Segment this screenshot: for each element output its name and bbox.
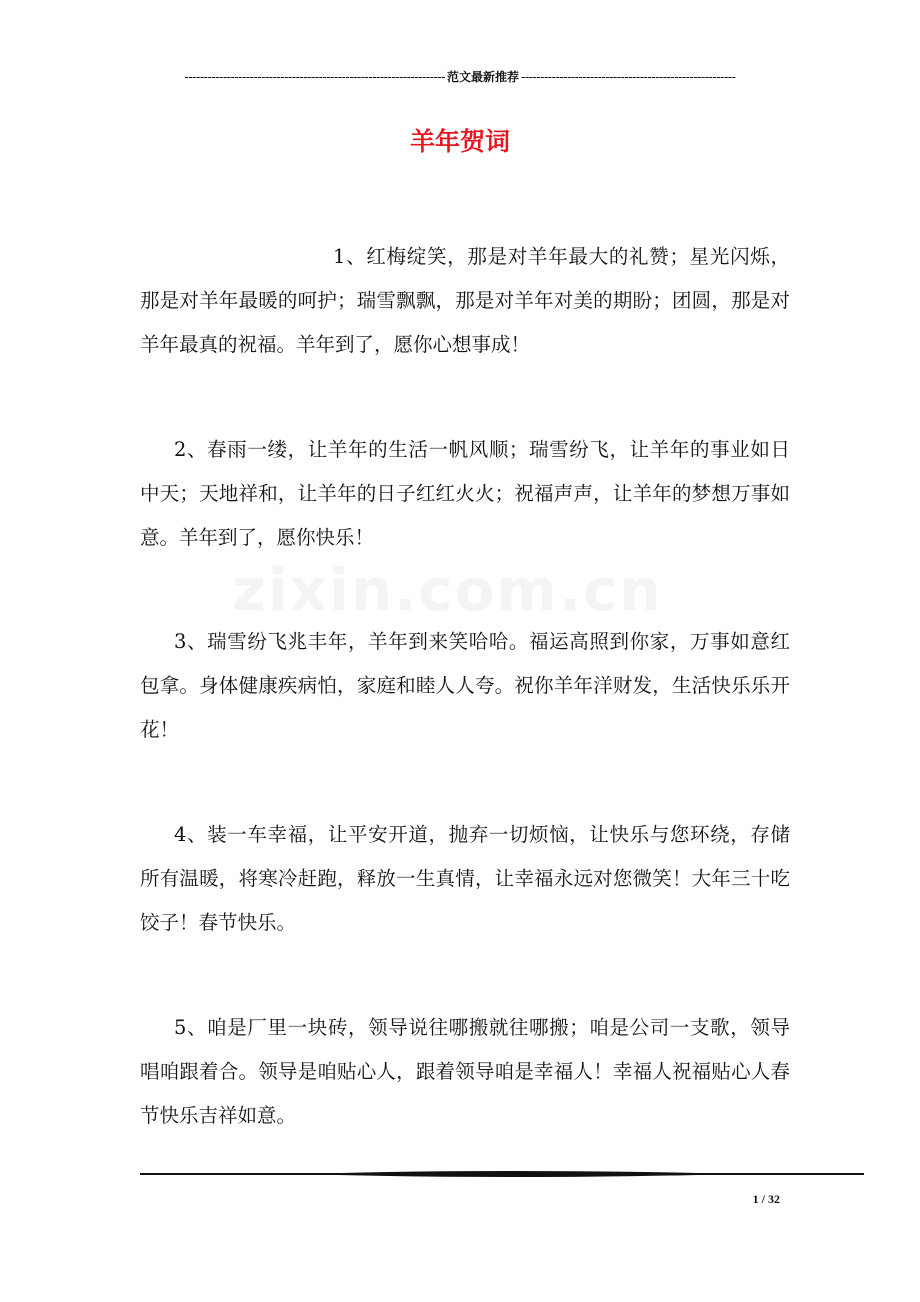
paragraph-4: 4、装一车幸福，让平安开道，抛弃一切烦恼，让快乐与您环绕，存储所有温暖，将寒冷赶跑，释放一生真情，让幸福永远对您微笑！大年三十吃饺子！春节快乐。: [140, 823, 790, 934]
header-dashes-right: --------------------------------------------------------: [520, 70, 736, 84]
page-header: [140, 68, 780, 85]
header-text: 范文最新推荐: [446, 70, 519, 84]
paragraph-5: 5、咱是厂里一块砖，领导说往哪搬就往哪搬；咱是公司一支歌，领导唱咱跟着合。领导是咱贴心人，跟着领导咱是幸福人！幸福人祝福贴心人春节快乐吉祥如意。: [140, 1016, 790, 1127]
header-dashes-left: --------------------------------------------------------------------: [184, 70, 445, 84]
paragraph-1: 1、红梅绽笑，那是对羊年最大的礼赞；星光闪烁，那是对羊年最暖的呵护；瑞雪飘飘，那是对羊年对美的期盼；团圆，那是对羊年最真的祝福。羊年到了，愿你心想事成！: [140, 245, 790, 356]
paragraph-2: 2、春雨一缕，让羊年的生活一帆风顺；瑞雪纷飞，让羊年的事业如日中天；天地祥和，让羊年的日子红红火火；祝福声声，让羊年的梦想万事如意。羊年到了，愿你快乐！: [140, 438, 790, 549]
paragraph-3: 3、瑞雪纷飞兆丰年，羊年到来笑哈哈。福运高照到你家，万事如意红包拿。身体健康疾病怕，家庭和睦人人夸。祝你羊年洋财发，生活快乐乐开花！: [140, 630, 790, 741]
document-title: 羊年贺词: [409, 127, 510, 156]
page-number: 1 / 32: [752, 1192, 780, 1206]
footer-divider: [140, 1164, 864, 1184]
watermark: [232, 556, 663, 624]
